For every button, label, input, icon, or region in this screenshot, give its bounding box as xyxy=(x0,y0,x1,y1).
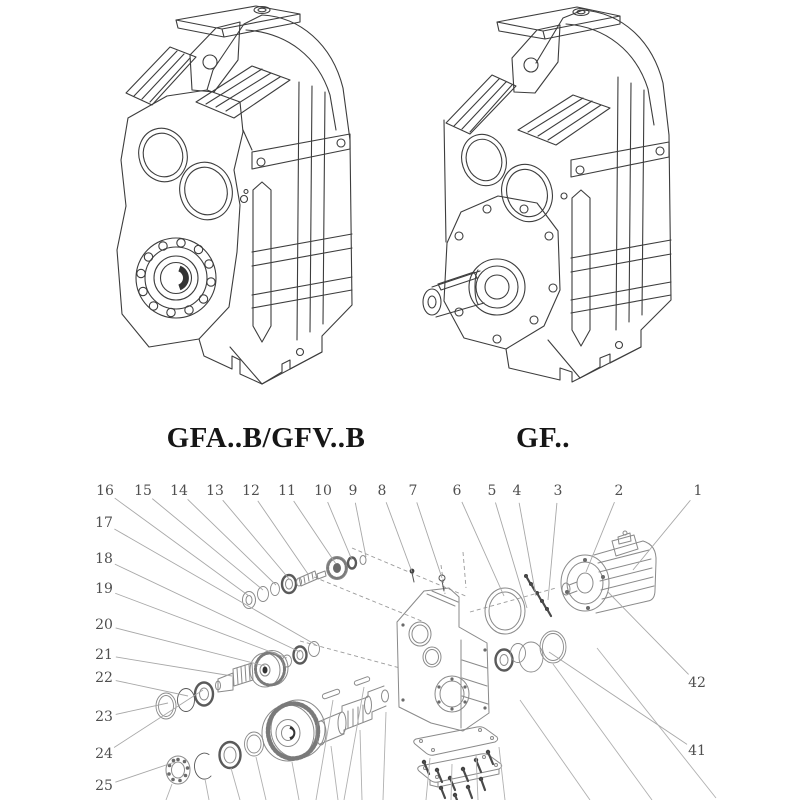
callout-label-4: 4 xyxy=(512,483,522,499)
small-bearing xyxy=(294,647,307,664)
gearbox-left-drawing xyxy=(117,6,352,384)
left-upper-bores xyxy=(132,122,240,227)
output-oil-seal xyxy=(220,742,241,768)
gearbox-right-drawing xyxy=(423,7,671,382)
callout-leader-16 xyxy=(115,498,249,596)
callout-leader-6 xyxy=(462,502,504,596)
callout-leader-19 xyxy=(115,593,287,658)
flange-bolts xyxy=(524,574,551,616)
callout-label-2: 2 xyxy=(614,483,624,499)
housing-output-bore xyxy=(435,676,469,712)
output-ball-bearing xyxy=(166,756,190,784)
circlip xyxy=(258,587,269,602)
callout-label-13: 13 xyxy=(206,483,224,499)
input-bearing xyxy=(282,575,296,593)
callout-leader-41 xyxy=(549,652,687,744)
shaft-key-2 xyxy=(354,676,371,686)
callout-leader-14 xyxy=(188,499,276,585)
callout-layer xyxy=(95,483,706,794)
callout-leader-3 xyxy=(548,503,557,600)
callout-label-14: 14 xyxy=(170,483,188,499)
model-label-right: GF.. xyxy=(515,422,571,454)
callout-label-19: 19 xyxy=(95,581,113,597)
callout-label-5: 5 xyxy=(487,483,497,499)
callout-leader-22 xyxy=(116,681,188,696)
o-ring-1 xyxy=(519,642,543,672)
callout-label-24: 24 xyxy=(95,746,113,762)
callout-label-8: 8 xyxy=(377,483,387,499)
callout-label-42: 42 xyxy=(688,675,706,691)
splined-pinion-shaft xyxy=(216,663,254,692)
bearing-cover-ring xyxy=(485,588,525,634)
callout-leader-4 xyxy=(519,503,536,596)
left-strap xyxy=(252,134,350,169)
callout-label-1: 1 xyxy=(693,483,703,499)
callout-leader-15 xyxy=(152,499,263,590)
right-vent-pin xyxy=(561,193,567,199)
callout-leader-42 xyxy=(608,592,689,674)
input-shaft-subassembly xyxy=(243,556,367,609)
callout-label-20: 20 xyxy=(95,617,113,633)
callout-leader-8 xyxy=(386,502,412,572)
model-label-left: GFA..B/GFV..B xyxy=(166,422,366,454)
callout-label-21: 21 xyxy=(95,647,113,663)
callout-leader-24 xyxy=(114,690,203,747)
callout-label-15: 15 xyxy=(134,483,152,499)
shaft-nut xyxy=(360,556,366,565)
gasket-and-cover xyxy=(414,727,502,787)
callout-label-23: 23 xyxy=(95,709,113,725)
housing-gasket xyxy=(414,727,498,756)
left-lifting-hole xyxy=(203,55,217,69)
callout-label-10: 10 xyxy=(314,483,332,499)
callout-label-41: 41 xyxy=(688,743,706,759)
right-output-flange xyxy=(444,196,560,349)
callout-label-6: 6 xyxy=(452,483,462,499)
callout-label-3: 3 xyxy=(553,483,563,499)
left-vent-pin xyxy=(241,196,248,203)
callout-label-18: 18 xyxy=(95,551,113,567)
callout-leader-7 xyxy=(417,502,442,578)
oil-seal xyxy=(156,693,176,719)
callout-leader-10 xyxy=(328,502,352,560)
left-unit-silhouette xyxy=(213,15,352,384)
callout-label-9: 9 xyxy=(348,483,358,499)
motor xyxy=(561,531,656,613)
motor-flange xyxy=(561,555,609,611)
retaining-ring xyxy=(178,689,195,712)
callout-label-7: 7 xyxy=(408,483,418,499)
intermediate-shaft-subassembly xyxy=(156,642,320,720)
snap-ring xyxy=(195,753,211,779)
left-output-bearing xyxy=(136,238,216,318)
input-gear xyxy=(327,557,348,580)
gear-housing xyxy=(397,569,489,731)
right-strap xyxy=(571,142,669,177)
right-lifting-hole xyxy=(524,58,538,72)
callout-leader-21 xyxy=(116,657,232,676)
callout-leader-1 xyxy=(633,500,690,570)
exploded-view xyxy=(95,483,716,800)
callout-label-12: 12 xyxy=(242,483,260,499)
bottom-cover xyxy=(418,754,502,783)
o-ring-2 xyxy=(540,631,566,663)
callout-leader-11 xyxy=(294,501,336,564)
callout-label-11: 11 xyxy=(278,483,296,499)
right-output-shaft xyxy=(423,259,525,317)
intermediate-bearing xyxy=(195,683,213,706)
callout-leader-9 xyxy=(355,503,366,557)
input-pinion-shaft xyxy=(297,571,327,586)
callout-label-17: 17 xyxy=(95,515,113,531)
callout-leader-13 xyxy=(223,500,290,580)
shaft-key-1 xyxy=(322,689,341,700)
output-gear xyxy=(262,700,325,761)
right-upper-bores xyxy=(455,128,560,228)
callout-label-22: 22 xyxy=(95,670,113,686)
flange-shim xyxy=(511,644,526,663)
callout-label-25: 25 xyxy=(95,778,113,794)
flange-bearing xyxy=(496,650,513,671)
callout-leader-18 xyxy=(115,564,300,652)
callout-label-16: 16 xyxy=(96,483,114,499)
right-oil-plug xyxy=(573,9,589,16)
